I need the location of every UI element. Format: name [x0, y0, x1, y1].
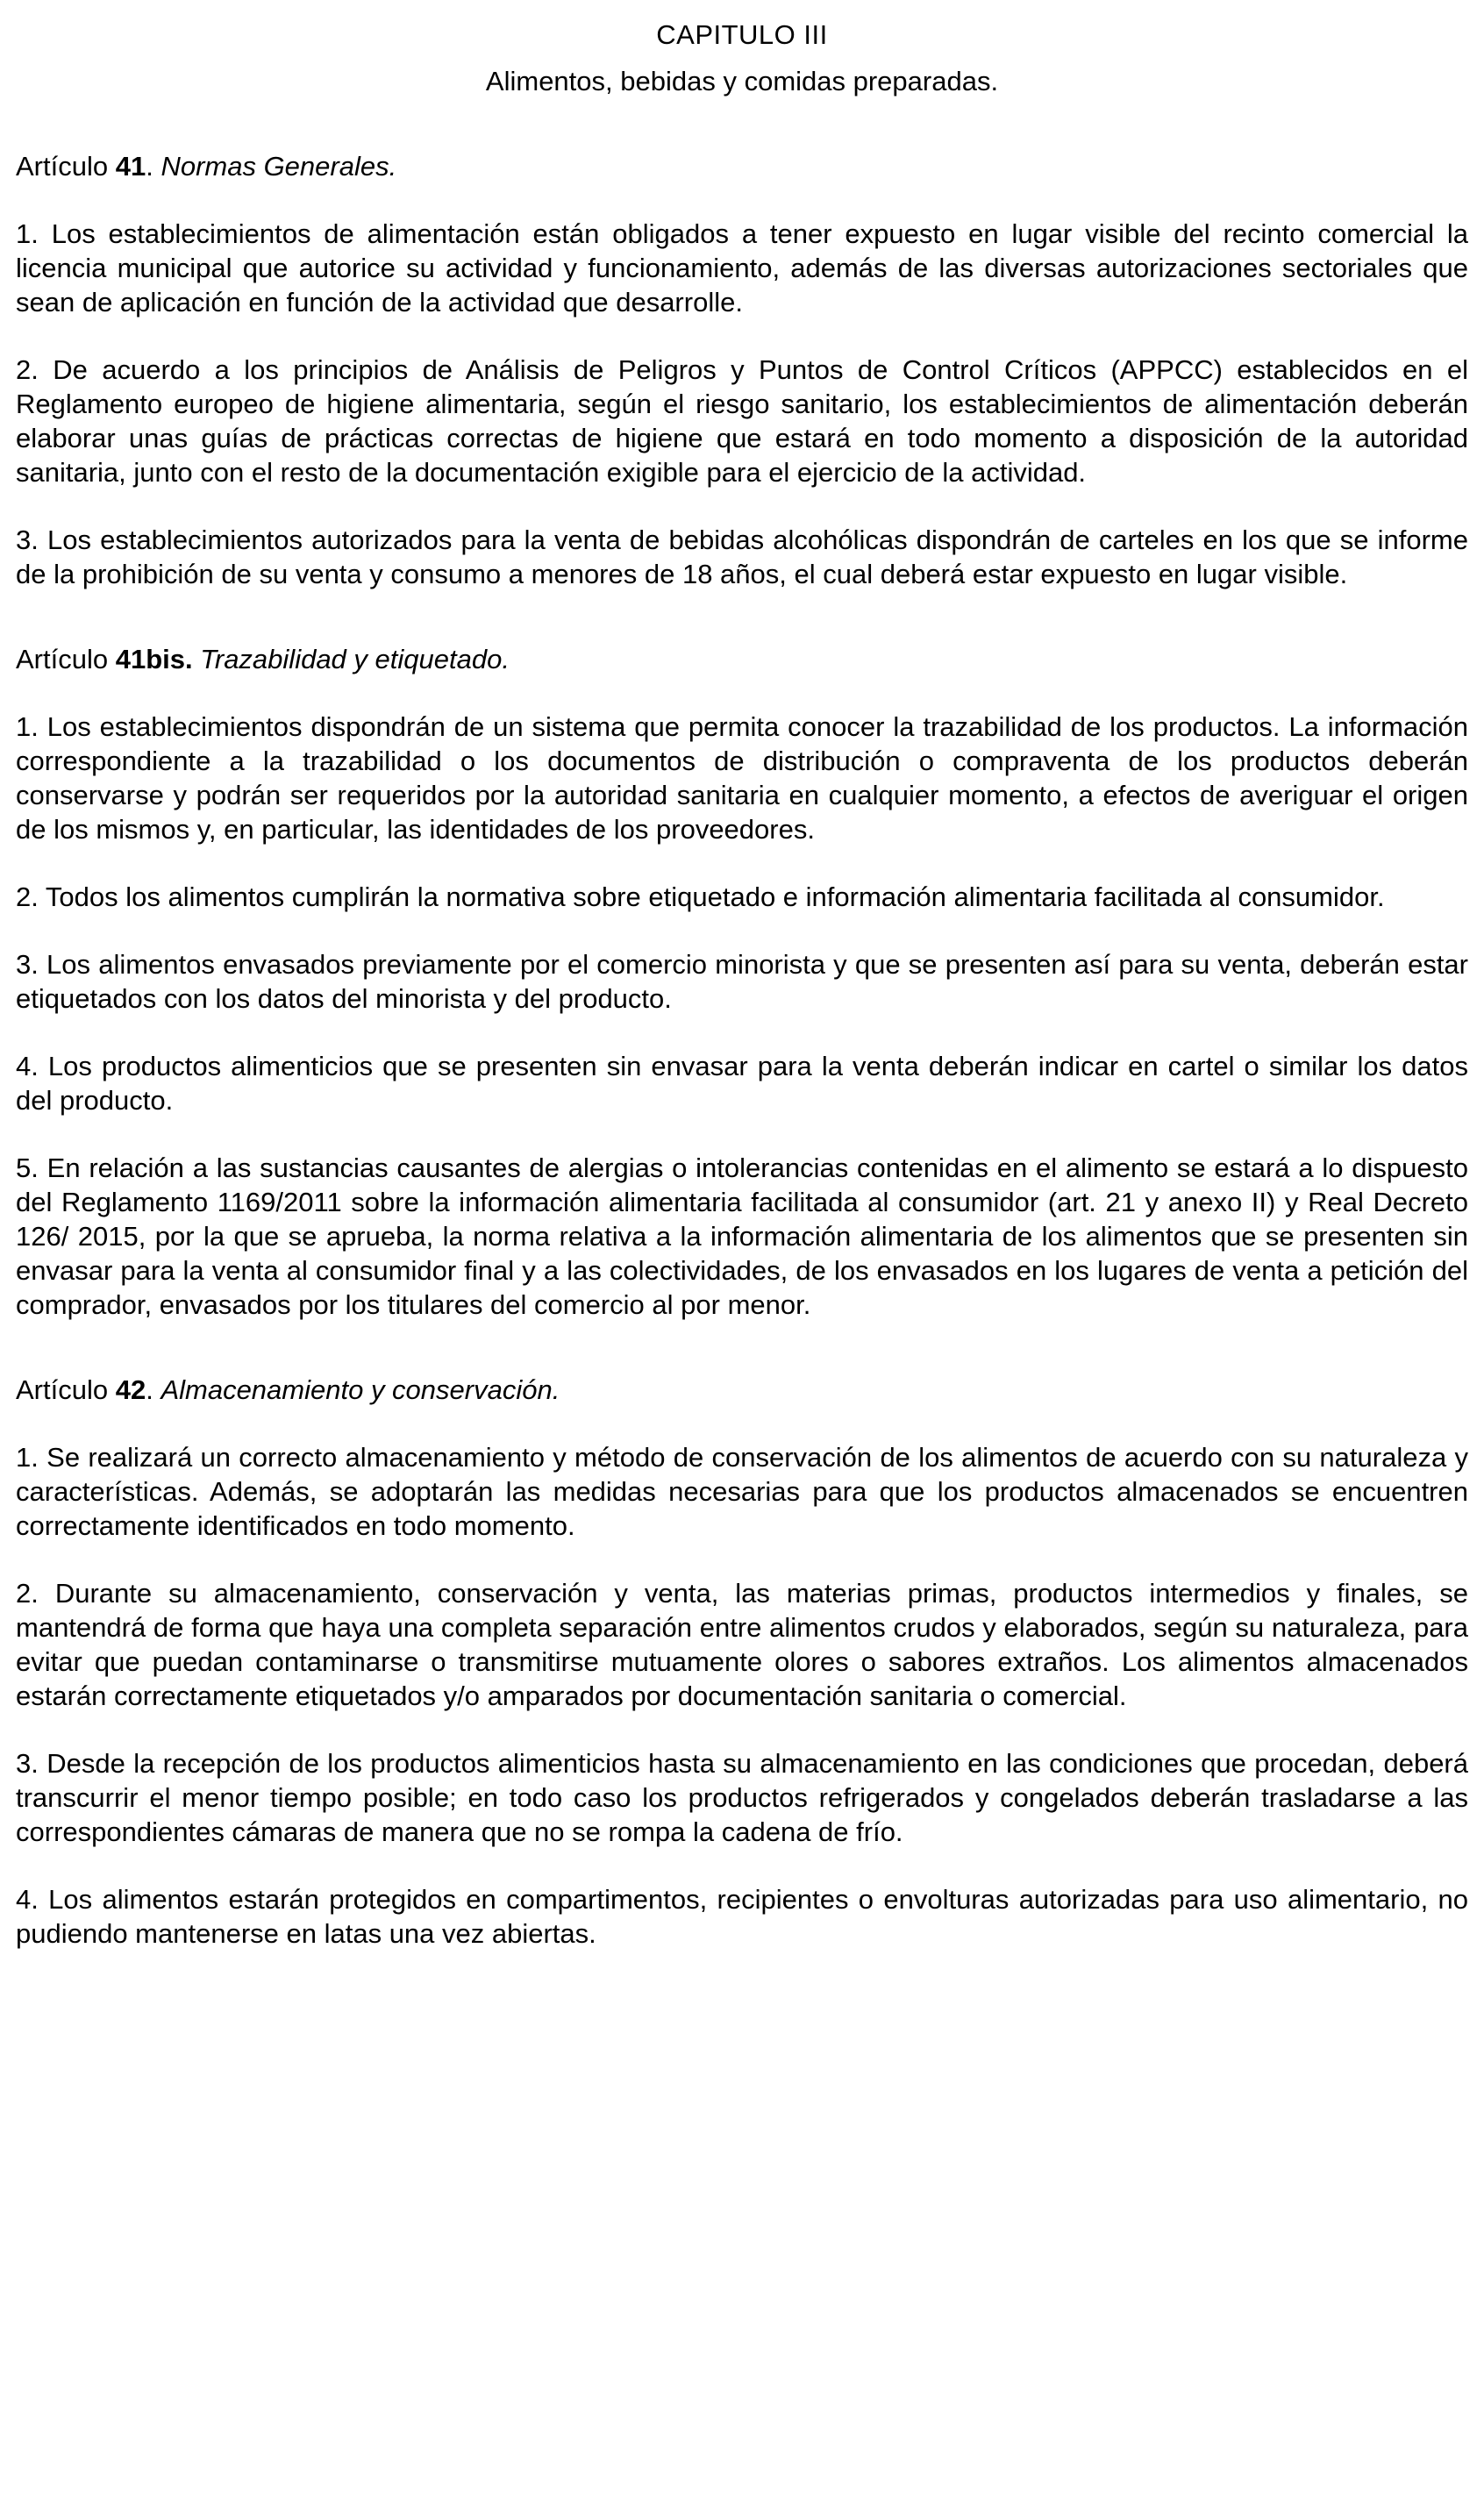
- article-label: Artículo: [16, 1374, 116, 1405]
- article-41: [16, 149, 1468, 591]
- article-41-paragraph-2: 2. De acuerdo a los principios de Análisis de Peligros y Puntos de Control Críticos (APPCC) establecidos en el Reglamento europeo de higiene alimentaria, según el riesgo sanitario, los establecimientos de alimentación deberán elaborar unas guías de prácticas correctas de higiene que estará en todo momento a disposición de la autoridad sanitaria, junto con el resto de la documentación exigible para el ejercicio de la actividad.: [16, 354, 1468, 488]
- article-number: 42: [115, 1374, 146, 1405]
- article-42-paragraph-2: 2. Durante su almacenamiento, conservación y venta, las materias primas, productos intermedios y finales, se mantendrá de forma que haya una completa separación entre alimentos crudos y elaborados, según su naturaleza, para evitar que puedan contaminarse o transmitirse mutuamente olores o sabores extraños. Los alimentos almacenados estarán correctamente etiquetados y/o amparados por documentación sanitaria o comercial.: [16, 1578, 1468, 1711]
- article-41bis-paragraph-1: 1. Los establecimientos dispondrán de un sistema que permita conocer la trazabilidad de los productos. La información correspondiente a la trazabilidad o los documentos de distribución o compraventa de los productos deberán conservarse y podrán ser requeridos por la autoridad sanitaria en cualquier momento, a efectos de averiguar el origen de los mismos y, en particular, las identidades de los proveedores.: [16, 711, 1468, 845]
- article-41bis-paragraph-5: 5. En relación a las sustancias causantes de alergias o intolerancias contenidas en el alimento se estará a lo dispuesto del Reglamento 1169/2011 sobre la información alimentaria facilitada al consumidor (art. 21 y anexo II) y Real Decreto 126/ 2015, por la que se aprueba, la norma relativa a la información alimentaria de los alimentos que se presenten sin envasar para la venta al consumidor final y a las colectividades, de los envasados en los lugares de venta a petición del comprador, envasados por los titulares del comercio al por menor.: [16, 1152, 1468, 1320]
- article-41bis-paragraph-3: 3. Los alimentos envasados previamente por el comercio minorista y que se presenten así para su venta, deberán estar etiquetados con los datos del minorista y del producto.: [16, 949, 1468, 1014]
- article-42-paragraph-3: 3. Desde la recepción de los productos alimenticios hasta su almacenamiento en las condiciones que procedan, deberá transcurrir el menor tiempo posible; en todo caso los productos refrigerados y congelados deberán trasladarse a las correspondientes cámaras de manera que no se rompa la cadena de frío.: [16, 1748, 1468, 1847]
- article-41-heading: [16, 149, 1468, 183]
- article-label: Artículo: [16, 151, 116, 182]
- article-42: [16, 1373, 1468, 1951]
- article-41bis-paragraph-2: 2. Todos los alimentos cumplirán la normativa sobre etiquetado e información alimentaria facilitada al consumidor.: [16, 881, 1385, 912]
- article-separator: .: [146, 1374, 161, 1405]
- article-41bis: [16, 642, 1468, 1322]
- article-label: Artículo: [16, 644, 116, 674]
- article-42-heading: [16, 1373, 1468, 1407]
- article-41-paragraph-3: 3. Los establecimientos autorizados para la venta de bebidas alcohólicas dispondrán de carteles en los que se informe de la prohibición de su venta y consumo a menores de 18 años, el cual deberá estar expuesto en lugar visible.: [16, 524, 1468, 589]
- article-42-paragraph-1: 1. Se realizará un correcto almacenamiento y método de conservación de los alimentos de acuerdo con su naturaleza y características. Además, se adoptarán las medidas necesarias para que los productos almacenados se encuentren correctamente identificados en todo momento.: [16, 1442, 1468, 1541]
- article-41bis-heading: [16, 642, 1468, 676]
- article-separator: [193, 644, 201, 674]
- article-title: Trazabilidad y etiquetado.: [200, 644, 510, 674]
- article-title: Almacenamiento y conservación.: [161, 1374, 560, 1405]
- article-42-paragraph-4: 4. Los alimentos estarán protegidos en compartimentos, recipientes o envolturas autorizadas para uso alimentario, no pudiendo mantenerse en latas una vez abiertas.: [16, 1884, 1468, 1949]
- article-41-paragraph-1: 1. Los establecimientos de alimentación están obligados a tener expuesto en lugar visible del recinto comercial la licencia municipal que autorice su actividad y funcionamiento, además de las diversas autorizaciones sectoriales que sean de aplicación en función de la actividad que desarrolle.: [16, 218, 1468, 318]
- article-number: 41bis.: [115, 644, 193, 674]
- chapter-subtitle: Alimentos, bebidas y comidas preparadas.: [485, 66, 999, 96]
- article-number: 41: [115, 151, 146, 182]
- article-separator: .: [146, 151, 161, 182]
- chapter-title: CAPITULO III: [656, 19, 828, 50]
- article-41bis-paragraph-4: 4. Los productos alimenticios que se presenten sin envasar para la venta deberán indicar en cartel o similar los datos del producto.: [16, 1051, 1468, 1116]
- article-title: Normas Generales.: [161, 151, 397, 182]
